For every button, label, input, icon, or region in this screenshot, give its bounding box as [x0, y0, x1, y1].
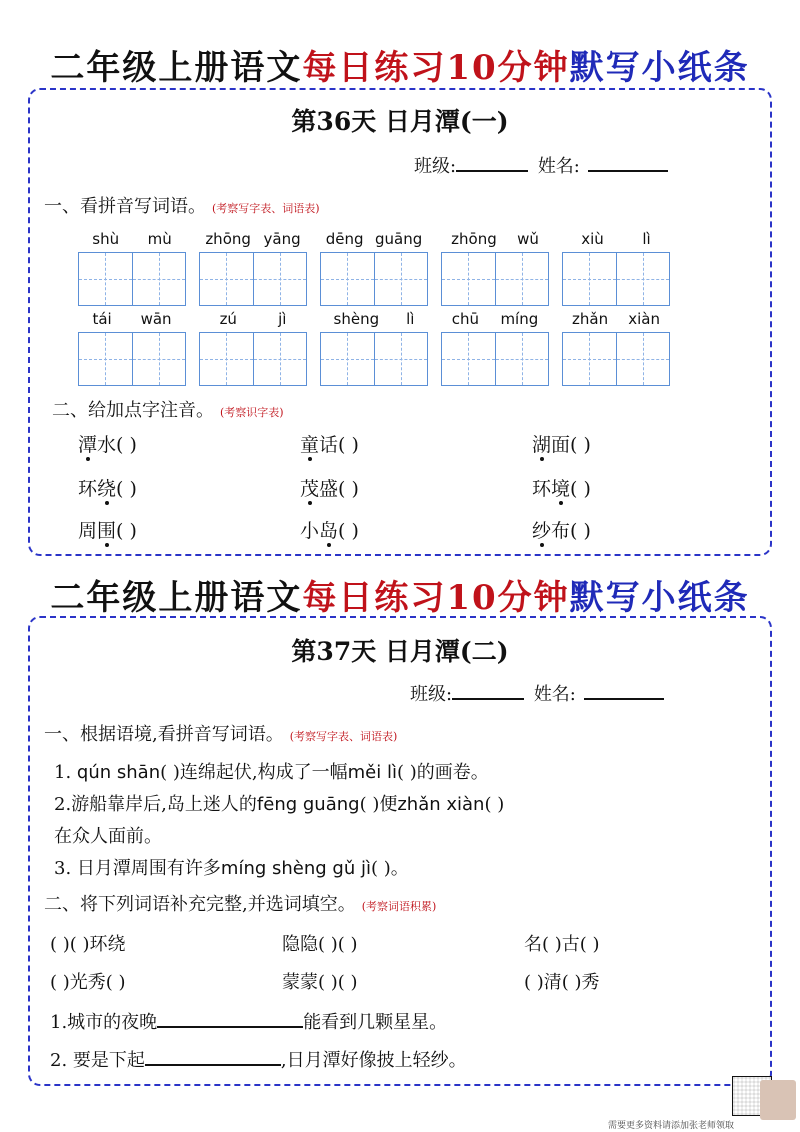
- writing-box[interactable]: [562, 252, 670, 306]
- question-3: 3. 日月潭周围有许多míng shèng gǔ jì( )。: [54, 858, 409, 879]
- section-1-heading: 一、看拼音写词语。 (考察写字表、词语表): [44, 196, 320, 217]
- teacher-photo: [760, 1080, 796, 1120]
- banner-2: 二年级上册语文每日练习10分钟默写小纸条: [50, 578, 750, 618]
- writing-box[interactable]: [441, 252, 549, 306]
- writing-box[interactable]: [441, 332, 549, 386]
- worksheet-36: [28, 88, 772, 556]
- sentence-1: 1.城市的夜晚 能看到几颗星星。: [50, 1012, 448, 1033]
- writing-box[interactable]: [78, 252, 186, 306]
- writing-box[interactable]: [562, 332, 670, 386]
- section-1-heading: 一、根据语境,看拼音写词语。 (考察写字表、词语表): [44, 724, 398, 745]
- pinyin-item: zhōng wǔ: [441, 230, 549, 306]
- day-title: 第37天 日月潭(二): [291, 637, 509, 666]
- question-2: 2.游船靠岸后,岛上迷人的fēng guāng( )便zhǎn xiàn( ): [54, 794, 505, 815]
- class-blank[interactable]: [456, 170, 528, 172]
- class-name-line: 班级: 姓名:: [414, 152, 668, 178]
- pinyin-grid-row-2: [78, 310, 734, 390]
- name-blank[interactable]: [584, 698, 664, 700]
- fill-item[interactable]: 名( )古( ): [524, 934, 600, 955]
- fill-item[interactable]: ( )清( )秀: [524, 972, 600, 993]
- fill-item[interactable]: 蒙蒙( )( ): [282, 972, 358, 993]
- sentence-blank[interactable]: [145, 1064, 281, 1066]
- footer-note: 需要更多资料请添加张老师领取: [608, 1121, 735, 1131]
- writing-box[interactable]: [78, 332, 186, 386]
- pinyin-grid-row-1: [78, 230, 734, 310]
- word-item: 茂盛( ): [300, 478, 359, 500]
- writing-box[interactable]: [199, 332, 307, 386]
- fill-item[interactable]: 隐隐( )( ): [282, 934, 358, 955]
- pinyin-item: tái wān: [78, 310, 186, 386]
- fill-item[interactable]: ( )( )环绕: [50, 934, 126, 955]
- writing-box[interactable]: [199, 252, 307, 306]
- writing-box[interactable]: [320, 332, 428, 386]
- section-2-heading: 二、将下列词语补充完整,并选词填空。 (考察词语积累): [44, 894, 437, 915]
- writing-box[interactable]: [320, 252, 428, 306]
- worksheet-37: [28, 616, 772, 1086]
- name-blank[interactable]: [588, 170, 668, 172]
- word-item: 环境( ): [532, 478, 591, 500]
- question-1: 1. qún shān( )连绵起伏,构成了一幅měi lì( )的画卷。: [54, 762, 489, 783]
- pinyin-item: zhōng yāng: [199, 230, 307, 306]
- sentence-blank[interactable]: [157, 1026, 303, 1028]
- word-item: 小岛( ): [300, 520, 359, 542]
- pinyin-item: shèng lì: [320, 310, 428, 386]
- pinyin-item: shù mù: [78, 230, 186, 306]
- day-title: 第36天 日月潭(一): [291, 107, 509, 136]
- word-item: 纱布( ): [532, 520, 591, 542]
- class-blank[interactable]: [452, 698, 524, 700]
- pinyin-item: dēng guāng: [320, 230, 428, 306]
- question-2-cont: 在众人面前。: [54, 826, 162, 847]
- word-item: 湖面( ): [532, 434, 591, 456]
- word-item: 环绕( ): [78, 478, 137, 500]
- class-name-line: 班级: 姓名:: [410, 680, 664, 706]
- section-2-heading: 二、给加点字注音。 (考察识字表): [52, 400, 284, 421]
- word-item: 潭水( ): [78, 434, 137, 456]
- sentence-2: 2. 要是下起 ,日月潭好像披上轻纱。: [50, 1050, 467, 1071]
- pinyin-item: xiù lì: [562, 230, 670, 306]
- pinyin-item: chū míng: [441, 310, 549, 386]
- word-item: 童话( ): [300, 434, 359, 456]
- word-item: 周围( ): [78, 520, 137, 542]
- fill-item[interactable]: ( )光秀( ): [50, 972, 126, 993]
- pinyin-item: zú jì: [199, 310, 307, 386]
- pinyin-item: zhǎn xiàn: [562, 310, 670, 386]
- banner-1: 二年级上册语文每日练习10分钟默写小纸条: [50, 48, 750, 88]
